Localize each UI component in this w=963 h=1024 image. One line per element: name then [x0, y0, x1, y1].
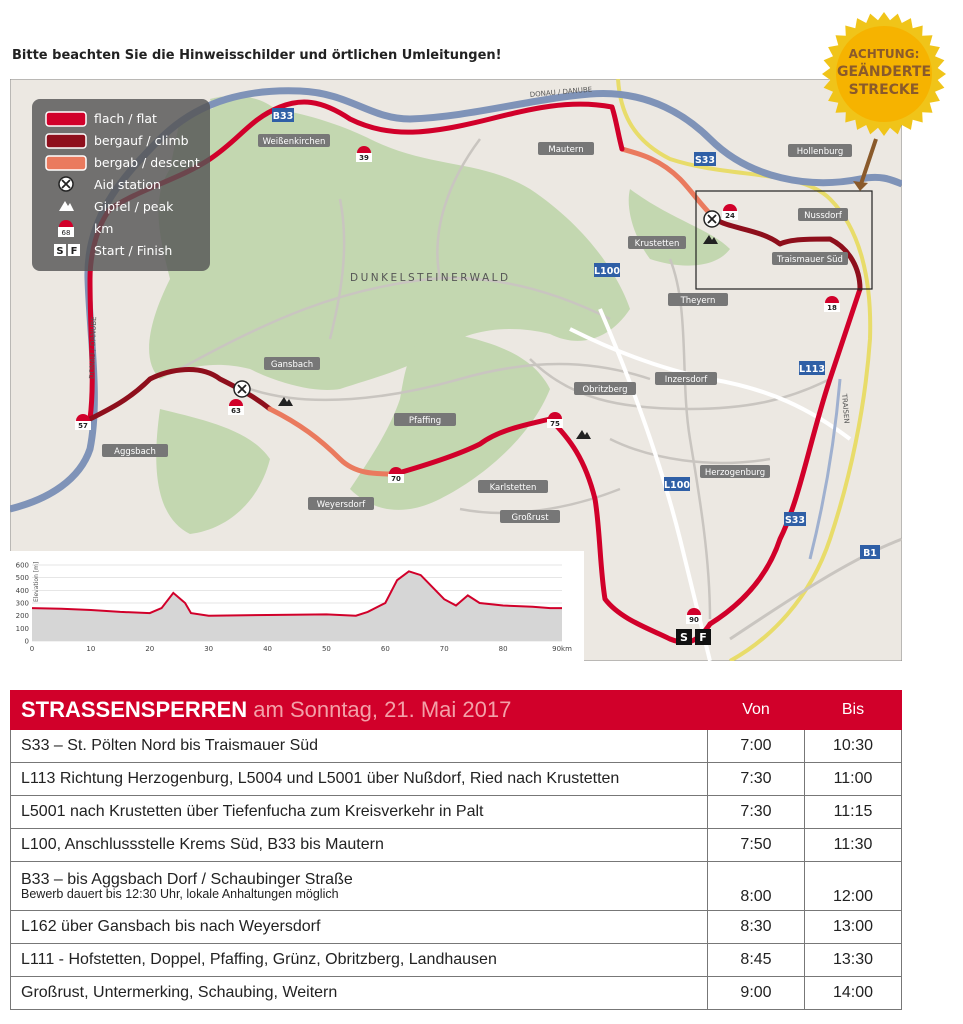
svg-text:S33: S33 [784, 515, 806, 526]
table-row: L5001 nach Krustetten über Tiefenfucha zum Kreisverkehr in Palt 7:30 11:15 [11, 796, 902, 829]
svg-text:L100: L100 [594, 266, 620, 277]
profile-ytick: 0 [24, 637, 29, 646]
svg-text:Hollenburg: Hollenburg [796, 147, 844, 157]
svg-text:Weyersdorf: Weyersdorf [316, 500, 366, 510]
svg-text:F: F [70, 246, 78, 257]
svg-text:75: 75 [550, 420, 560, 428]
route-map [10, 79, 902, 661]
svg-text:Herzogenburg: Herzogenburg [704, 468, 766, 478]
svg-text:Weißenkirchen: Weißenkirchen [262, 137, 326, 147]
changed-route-badge [818, 8, 950, 140]
profile-xtick: 50 [321, 645, 331, 653]
svg-text:Inzersdorf: Inzersdorf [664, 375, 708, 385]
svg-text:Theyern: Theyern [680, 296, 716, 306]
svg-text:63: 63 [231, 407, 241, 415]
svg-text:Pfaffing: Pfaffing [408, 416, 442, 426]
svg-text:F: F [699, 631, 707, 644]
table-row: S33 – St. Pölten Nord bis Traismauer Süd 7:00 10:30 [11, 730, 902, 763]
svg-text:flach / flat: flach / flat [94, 111, 157, 126]
svg-text:Großrust: Großrust [511, 513, 549, 523]
profile-ytick: 600 [15, 561, 29, 570]
svg-text:68: 68 [61, 229, 71, 237]
svg-text:S33: S33 [694, 155, 716, 166]
svg-text:bergab / descent: bergab / descent [94, 155, 200, 170]
profile-ytick: 200 [15, 612, 29, 621]
legend [32, 99, 210, 271]
profile-xtick: 80 [498, 645, 508, 653]
svg-text:S: S [680, 631, 688, 644]
svg-text:Gansbach: Gansbach [270, 360, 314, 370]
svg-text:Nussdorf: Nussdorf [804, 211, 842, 221]
svg-text:90: 90 [689, 616, 699, 624]
notice-text: Bitte beachten Sie die Hinweisschilder und örtlichen Umleitungen! [12, 48, 502, 63]
river-label-left: DONAU / DANUBE [88, 316, 99, 380]
col-to: Bis [805, 691, 902, 730]
svg-text:Aid station: Aid station [94, 177, 161, 192]
svg-text:GEÄNDERTE: GEÄNDERTE [836, 64, 932, 80]
profile-ylabel: Elevation [m] [33, 561, 40, 602]
elevation-profile [10, 551, 584, 661]
road-closures-table [10, 690, 902, 1010]
svg-text:STRECKE: STRECKE [848, 82, 920, 98]
svg-text:Krustetten: Krustetten [634, 239, 680, 249]
table-row: B33 – bis Aggsbach Dorf / Schaubinger Straße Bewerb dauert bis 12:30 Uhr, lokale Anhaltungen möglich 8:00 12:00 [11, 862, 902, 911]
svg-text:Gipfel / peak: Gipfel / peak [94, 199, 174, 214]
svg-text:ACHTUNG:: ACHTUNG: [848, 47, 920, 61]
svg-text:bergauf / climb: bergauf / climb [94, 133, 189, 148]
table-row: L100, Anschlussstelle Krems Süd, B33 bis Mautern 7:50 11:30 [11, 829, 902, 862]
table-row: Großrust, Untermerking, Schaubing, Weitern 9:00 14:00 [11, 977, 902, 1010]
profile-ytick: 100 [15, 624, 29, 633]
svg-text:Traismauer Süd: Traismauer Süd [777, 255, 843, 265]
river-label-right: TRAISEN [840, 393, 851, 424]
svg-text:B1: B1 [863, 548, 877, 559]
svg-text:S: S [56, 246, 64, 257]
profile-ytick: 300 [15, 599, 29, 608]
svg-text:L100: L100 [664, 480, 690, 491]
profile-xtick: 60 [380, 645, 390, 653]
svg-text:24: 24 [725, 212, 735, 220]
aid-station-icon [704, 211, 720, 227]
svg-text:Mautern: Mautern [548, 145, 584, 155]
profile-xtick: 0 [29, 645, 35, 653]
svg-text:Aggsbach: Aggsbach [114, 447, 156, 457]
svg-text:Obritzberg: Obritzberg [582, 385, 628, 395]
svg-text:B33: B33 [272, 111, 294, 122]
profile-xtick: 20 [145, 645, 155, 653]
svg-text:57: 57 [78, 422, 88, 430]
table-row: L111 - Hofstetten, Doppel, Pfaffing, Grünz, Obritzberg, Landhausen 8:45 13:30 [11, 944, 902, 977]
table-row: L113 Richtung Herzogenburg, L5004 und L5001 über Nußdorf, Ried nach Krustetten 7:30 11:00 [11, 763, 902, 796]
profile-xtick: 40 [263, 645, 273, 653]
profile-ytick: 400 [15, 586, 29, 595]
svg-text:L113: L113 [799, 364, 825, 375]
forest-label: DUNKELSTEINERWALD [350, 272, 511, 284]
svg-text:Karlstetten: Karlstetten [489, 483, 537, 493]
profile-xtick: 90km [552, 645, 572, 653]
aid-station-icon [234, 381, 250, 397]
table-row: L162 über Gansbach bis nach Weyersdorf 8:30 13:00 [11, 911, 902, 944]
table-header [11, 691, 902, 730]
row-note: Bewerb dauert bis 12:30 Uhr, lokale Anhaltungen möglich [21, 887, 339, 901]
profile-ytick: 500 [15, 574, 29, 583]
profile-xtick: 70 [439, 645, 449, 653]
svg-text:39: 39 [359, 154, 369, 162]
col-from: Von [708, 691, 805, 730]
svg-text:70: 70 [391, 475, 401, 483]
table-title: STRASSENSPERREN am Sonntag, 21. Mai 2017 [11, 691, 708, 730]
svg-text:km: km [94, 221, 114, 236]
profile-xtick: 10 [86, 645, 96, 653]
svg-text:Start / Finish: Start / Finish [94, 243, 173, 258]
svg-text:18: 18 [827, 304, 837, 312]
profile-xtick: 30 [204, 645, 214, 653]
river-label-top: DONAU / DANUBE [529, 85, 593, 99]
